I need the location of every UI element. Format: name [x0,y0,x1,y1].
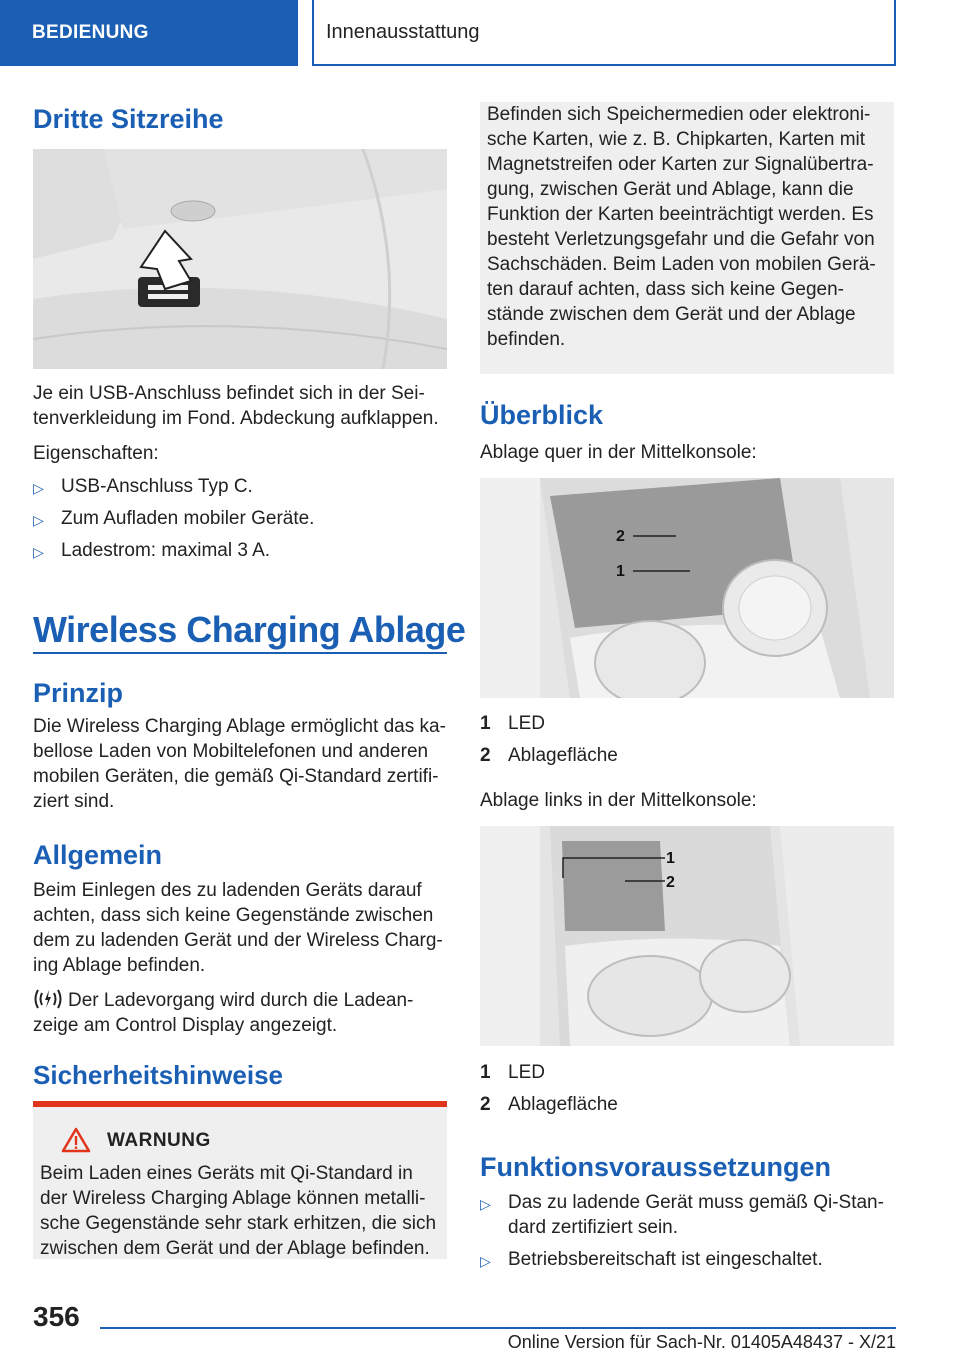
charging-tray-left-photo [480,826,894,1046]
footer-online-version: Online Version für Sach-Nr. 01405A48437 - X/21 [507,1332,896,1352]
usb-port-photo [33,149,447,369]
across-console-label: Ablage quer in der Mittelkonsole: [480,442,757,463]
heading-rule [33,652,447,654]
heading-general: Allgemein [33,840,163,870]
legend-item: 1 LED [480,1062,545,1083]
chapter-title: Innenausstattung [326,20,480,43]
wireless-charging-indicator-icon [33,985,63,1013]
triangle-bullet-icon: ▷ [480,1196,491,1212]
section-tab [0,0,298,66]
principle-text: Die Wireless Charging Ablage ermöglicht das ka- bellose Laden von Mobiltelefonen und anderen mobilen Geräten, die gemäß Qi-Standard zertifi- ziert sind. [33,716,446,812]
usb-text: Je ein USB-Anschluss befindet sich in der Sei- tenverkleidung im Fond. Abdeckung aufklappen. [33,383,439,429]
legend-item: 2 Ablagefläche [480,745,618,766]
triangle-bullet-icon: ▷ [33,544,44,560]
list-item: ▷ Ladestrom: maximal 3 A. [33,538,270,565]
triangle-bullet-icon: ▷ [33,512,44,528]
heading-third-row: Dritte Sitzreihe [33,104,224,134]
warning-triangle-icon [61,1127,91,1153]
triangle-bullet-icon: ▷ [33,480,44,496]
callout-2: 2 [616,528,625,545]
warning-continuation-text: Befinden sich Speichermedien oder elektroni- sche Karten, wie z. B. Chipkarten, Karten mit Magnetstreifen oder Karten zur Signalübertra- gung, zwischen Gerät und Ablage, kann die Funktion der Karten beeinträchtigt werden. Es besteht Verletzungsgefahr und die Gefahr von Sachschäden. Beim Laden von mobilen Gerä- ten darauf achten, dass sich keine Gegen- stände zwischen dem Gerät und der Ablage befinden. [487,104,876,350]
list-item: ▷ Zum Aufladen mobiler Geräte. [33,506,314,533]
heading-principle: Prinzip [33,678,124,708]
indicator-text-1: Der Ladevorgang wird durch die Ladean- [68,990,414,1011]
legend-item: 1 LED [480,713,545,734]
heading-safety: Sicherheitshinweise [33,1060,283,1090]
heading-wireless-charging: Wireless Charging Ablage [33,609,466,650]
chapter-tab [312,0,896,66]
callout-1: 1 [616,563,625,580]
heading-overview: Überblick [480,400,604,430]
charging-tray-across-photo [480,478,894,698]
page-number: 356 [33,1301,80,1332]
left-console-label: Ablage links in der Mittelkonsole: [480,790,757,811]
list-item: ▷ USB-Anschluss Typ C. [33,474,253,501]
legend-item: 2 Ablagefläche [480,1094,618,1115]
general-text: Beim Einlegen des zu ladenden Geräts darauf achten, dass sich keine Gegenstände zwischen dem zu ladenden Gerät und der Wireless Charg- ing Ablage befinden. [33,880,443,976]
warning-text: Beim Laden eines Geräts mit Qi-Standard in der Wireless Charging Ablage können metalli- sche Gegenstände sehr stark erhitzen, die sich zwischen dem Gerät und der Ablage befinden. [40,1163,437,1259]
list-item: ▷ Betriebsbereitschaft ist eingeschaltet. [480,1247,823,1274]
section-title: BEDIENUNG [32,22,149,43]
warning-box [33,1101,447,1259]
warning-continuation-box [480,102,894,374]
list-item: ▷ Das zu ladende Gerät muss gemäß Qi-Stan- dard zertifiziert sein. [480,1192,884,1238]
warning-bar [33,1101,447,1107]
indicator-text-2: zeige am Control Display angezeigt. [33,1015,338,1036]
triangle-bullet-icon: ▷ [480,1253,491,1269]
callout-2: 2 [666,874,675,891]
callout-1: 1 [666,850,675,867]
heading-requirements: Funktionsvoraussetzungen [480,1152,832,1182]
footer-rule [100,1327,896,1329]
props-label: Eigenschaften: [33,443,159,464]
warning-title: WARNUNG [107,1130,211,1151]
